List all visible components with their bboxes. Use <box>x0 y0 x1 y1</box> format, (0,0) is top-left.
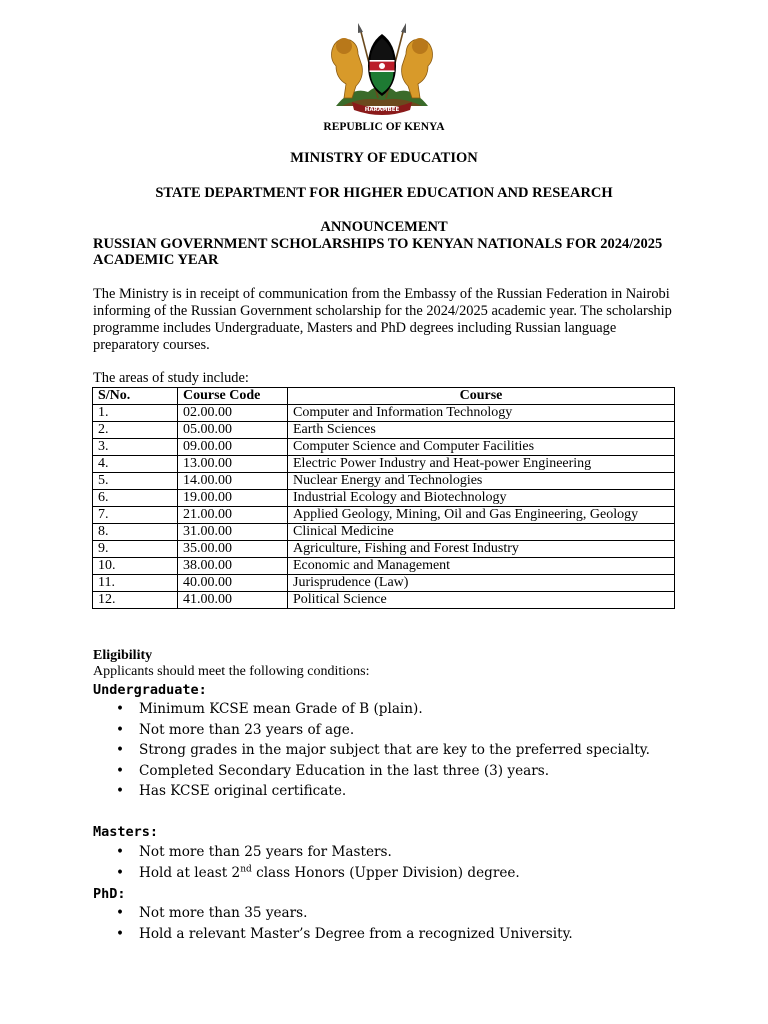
list-item-text: Minimum KCSE mean Grade of B (plain). <box>139 701 423 717</box>
table-row <box>93 592 675 609</box>
list-item-text: Hold a relevant Master’s Degree from a recognized University. <box>139 925 573 942</box>
eligibility-heading: Eligibility <box>93 648 153 663</box>
header-course: Course <box>288 388 675 405</box>
table-row <box>93 541 675 558</box>
bullet-icon: • <box>116 864 125 881</box>
header-course-code: Course Code <box>178 388 288 405</box>
course-code-cell: 02.00.00 <box>178 405 288 422</box>
areas-intro: The areas of study include: <box>93 370 249 386</box>
undergraduate-heading: Undergraduate: <box>93 682 207 698</box>
list-item <box>93 863 653 884</box>
bullet-icon: • <box>116 925 125 942</box>
serial-number-cell: 9. <box>93 541 178 558</box>
course-code-cell: 09.00.00 <box>178 439 288 456</box>
list-item-text: Not more than 23 years of age. <box>139 721 355 738</box>
course-cell: Political Science <box>288 592 675 609</box>
course-code-cell: 35.00.00 <box>178 541 288 558</box>
coat-of-arms-icon <box>322 20 442 116</box>
list-item-text-pre: Hold at least 2 <box>139 864 241 881</box>
list-item-text: Strong grades in the major subject that are key to the preferred specialty. <box>139 742 650 758</box>
course-cell: Clinical Medicine <box>288 524 675 541</box>
bullet-icon: • <box>116 844 125 860</box>
state-department-heading: STATE DEPARTMENT FOR HIGHER EDUCATION AND RESEARCH <box>155 185 613 201</box>
list-item <box>93 924 653 945</box>
course-cell: Jurisprudence (Law) <box>288 575 675 592</box>
course-cell: Earth Sciences <box>288 422 675 439</box>
masters-list <box>93 842 653 883</box>
document-title: RUSSIAN GOVERNMENT SCHOLARSHIPS TO KENYAN NATIONALS FOR 2024/2025 ACADEMIC YEAR <box>93 236 663 268</box>
course-cell: Industrial Ecology and Biotechnology <box>288 490 675 507</box>
serial-number-cell: 1. <box>93 405 178 422</box>
course-cell: Nuclear Energy and Technologies <box>288 473 675 490</box>
phd-heading: PhD: <box>93 886 126 902</box>
course-code-cell: 41.00.00 <box>178 592 288 609</box>
table-row <box>93 558 675 575</box>
course-cell: Agriculture, Fishing and Forest Industry <box>288 541 675 558</box>
list-item <box>93 720 653 741</box>
table-row <box>93 507 675 524</box>
course-code-cell: 38.00.00 <box>178 558 288 575</box>
course-code-cell: 05.00.00 <box>178 422 288 439</box>
bullet-icon: • <box>116 701 125 717</box>
course-code-cell: 40.00.00 <box>178 575 288 592</box>
list-item-text: Not more than 25 years for Masters. <box>139 844 392 860</box>
course-code-cell: 21.00.00 <box>178 507 288 524</box>
serial-number-cell: 10. <box>93 558 178 575</box>
serial-number-cell: 11. <box>93 575 178 592</box>
table-row <box>93 490 675 507</box>
course-cell: Computer and Information Technology <box>288 405 675 422</box>
bullet-icon: • <box>116 721 125 738</box>
list-item <box>93 781 653 802</box>
table-row <box>93 422 675 439</box>
announcement-heading: ANNOUNCEMENT <box>320 219 448 235</box>
course-cell: Applied Geology, Mining, Oil and Gas Engineering, Geology <box>288 507 675 524</box>
list-item-text-post: class Honors (Upper Division) degree. <box>251 864 520 881</box>
phd-list <box>93 903 653 944</box>
table-row <box>93 473 675 490</box>
bullet-icon: • <box>116 742 125 758</box>
crest-motto: HARAMBEE <box>364 107 400 113</box>
bullet-icon: • <box>116 783 125 799</box>
list-item-text: Completed Secondary Education in the last three (3) years. <box>139 762 550 779</box>
list-item-text: Not more than 35 years. <box>139 905 308 921</box>
republic-heading: REPUBLIC OF KENYA <box>323 121 445 133</box>
list-item-text: Has KCSE original certificate. <box>139 783 347 799</box>
masters-heading: Masters: <box>93 824 159 840</box>
course-cell: Economic and Management <box>288 558 675 575</box>
table-row <box>93 575 675 592</box>
intro-paragraph: The Ministry is in receipt of communication from the Embassy of the Russian Federation in Nairobi informing of the Russian Government scholarship for the 2024/2025 academic year. The scholarship programme includes Undergraduate, Masters and PhD degrees including Russian language preparatory courses. <box>93 286 672 353</box>
bullet-icon: • <box>116 905 125 921</box>
course-code-cell: 31.00.00 <box>178 524 288 541</box>
serial-number-cell: 3. <box>93 439 178 456</box>
serial-number-cell: 6. <box>93 490 178 507</box>
undergraduate-list <box>93 699 653 802</box>
course-code-cell: 19.00.00 <box>178 490 288 507</box>
course-cell: Computer Science and Computer Facilities <box>288 439 675 456</box>
list-item <box>93 761 653 782</box>
header-serial-number: S/No. <box>93 388 178 405</box>
list-item <box>93 740 653 761</box>
ordinal-suffix: nd <box>240 863 252 874</box>
eligibility-subtitle: Applicants should meet the following conditions: <box>93 664 370 679</box>
table-row <box>93 405 675 422</box>
serial-number-cell: 12. <box>93 592 178 609</box>
table-header-row <box>93 388 675 405</box>
list-item <box>93 842 653 863</box>
table-row <box>93 439 675 456</box>
table-row <box>93 524 675 541</box>
course-code-cell: 14.00.00 <box>178 473 288 490</box>
serial-number-cell: 2. <box>93 422 178 439</box>
course-code-cell: 13.00.00 <box>178 456 288 473</box>
ministry-heading: MINISTRY OF EDUCATION <box>290 150 478 166</box>
serial-number-cell: 5. <box>93 473 178 490</box>
course-cell: Electric Power Industry and Heat-power Engineering <box>288 456 675 473</box>
serial-number-cell: 8. <box>93 524 178 541</box>
serial-number-cell: 4. <box>93 456 178 473</box>
list-item <box>93 699 653 720</box>
serial-number-cell: 7. <box>93 507 178 524</box>
table-row <box>93 456 675 473</box>
bullet-icon: • <box>116 762 125 779</box>
courses-table <box>92 387 675 609</box>
list-item <box>93 903 653 924</box>
